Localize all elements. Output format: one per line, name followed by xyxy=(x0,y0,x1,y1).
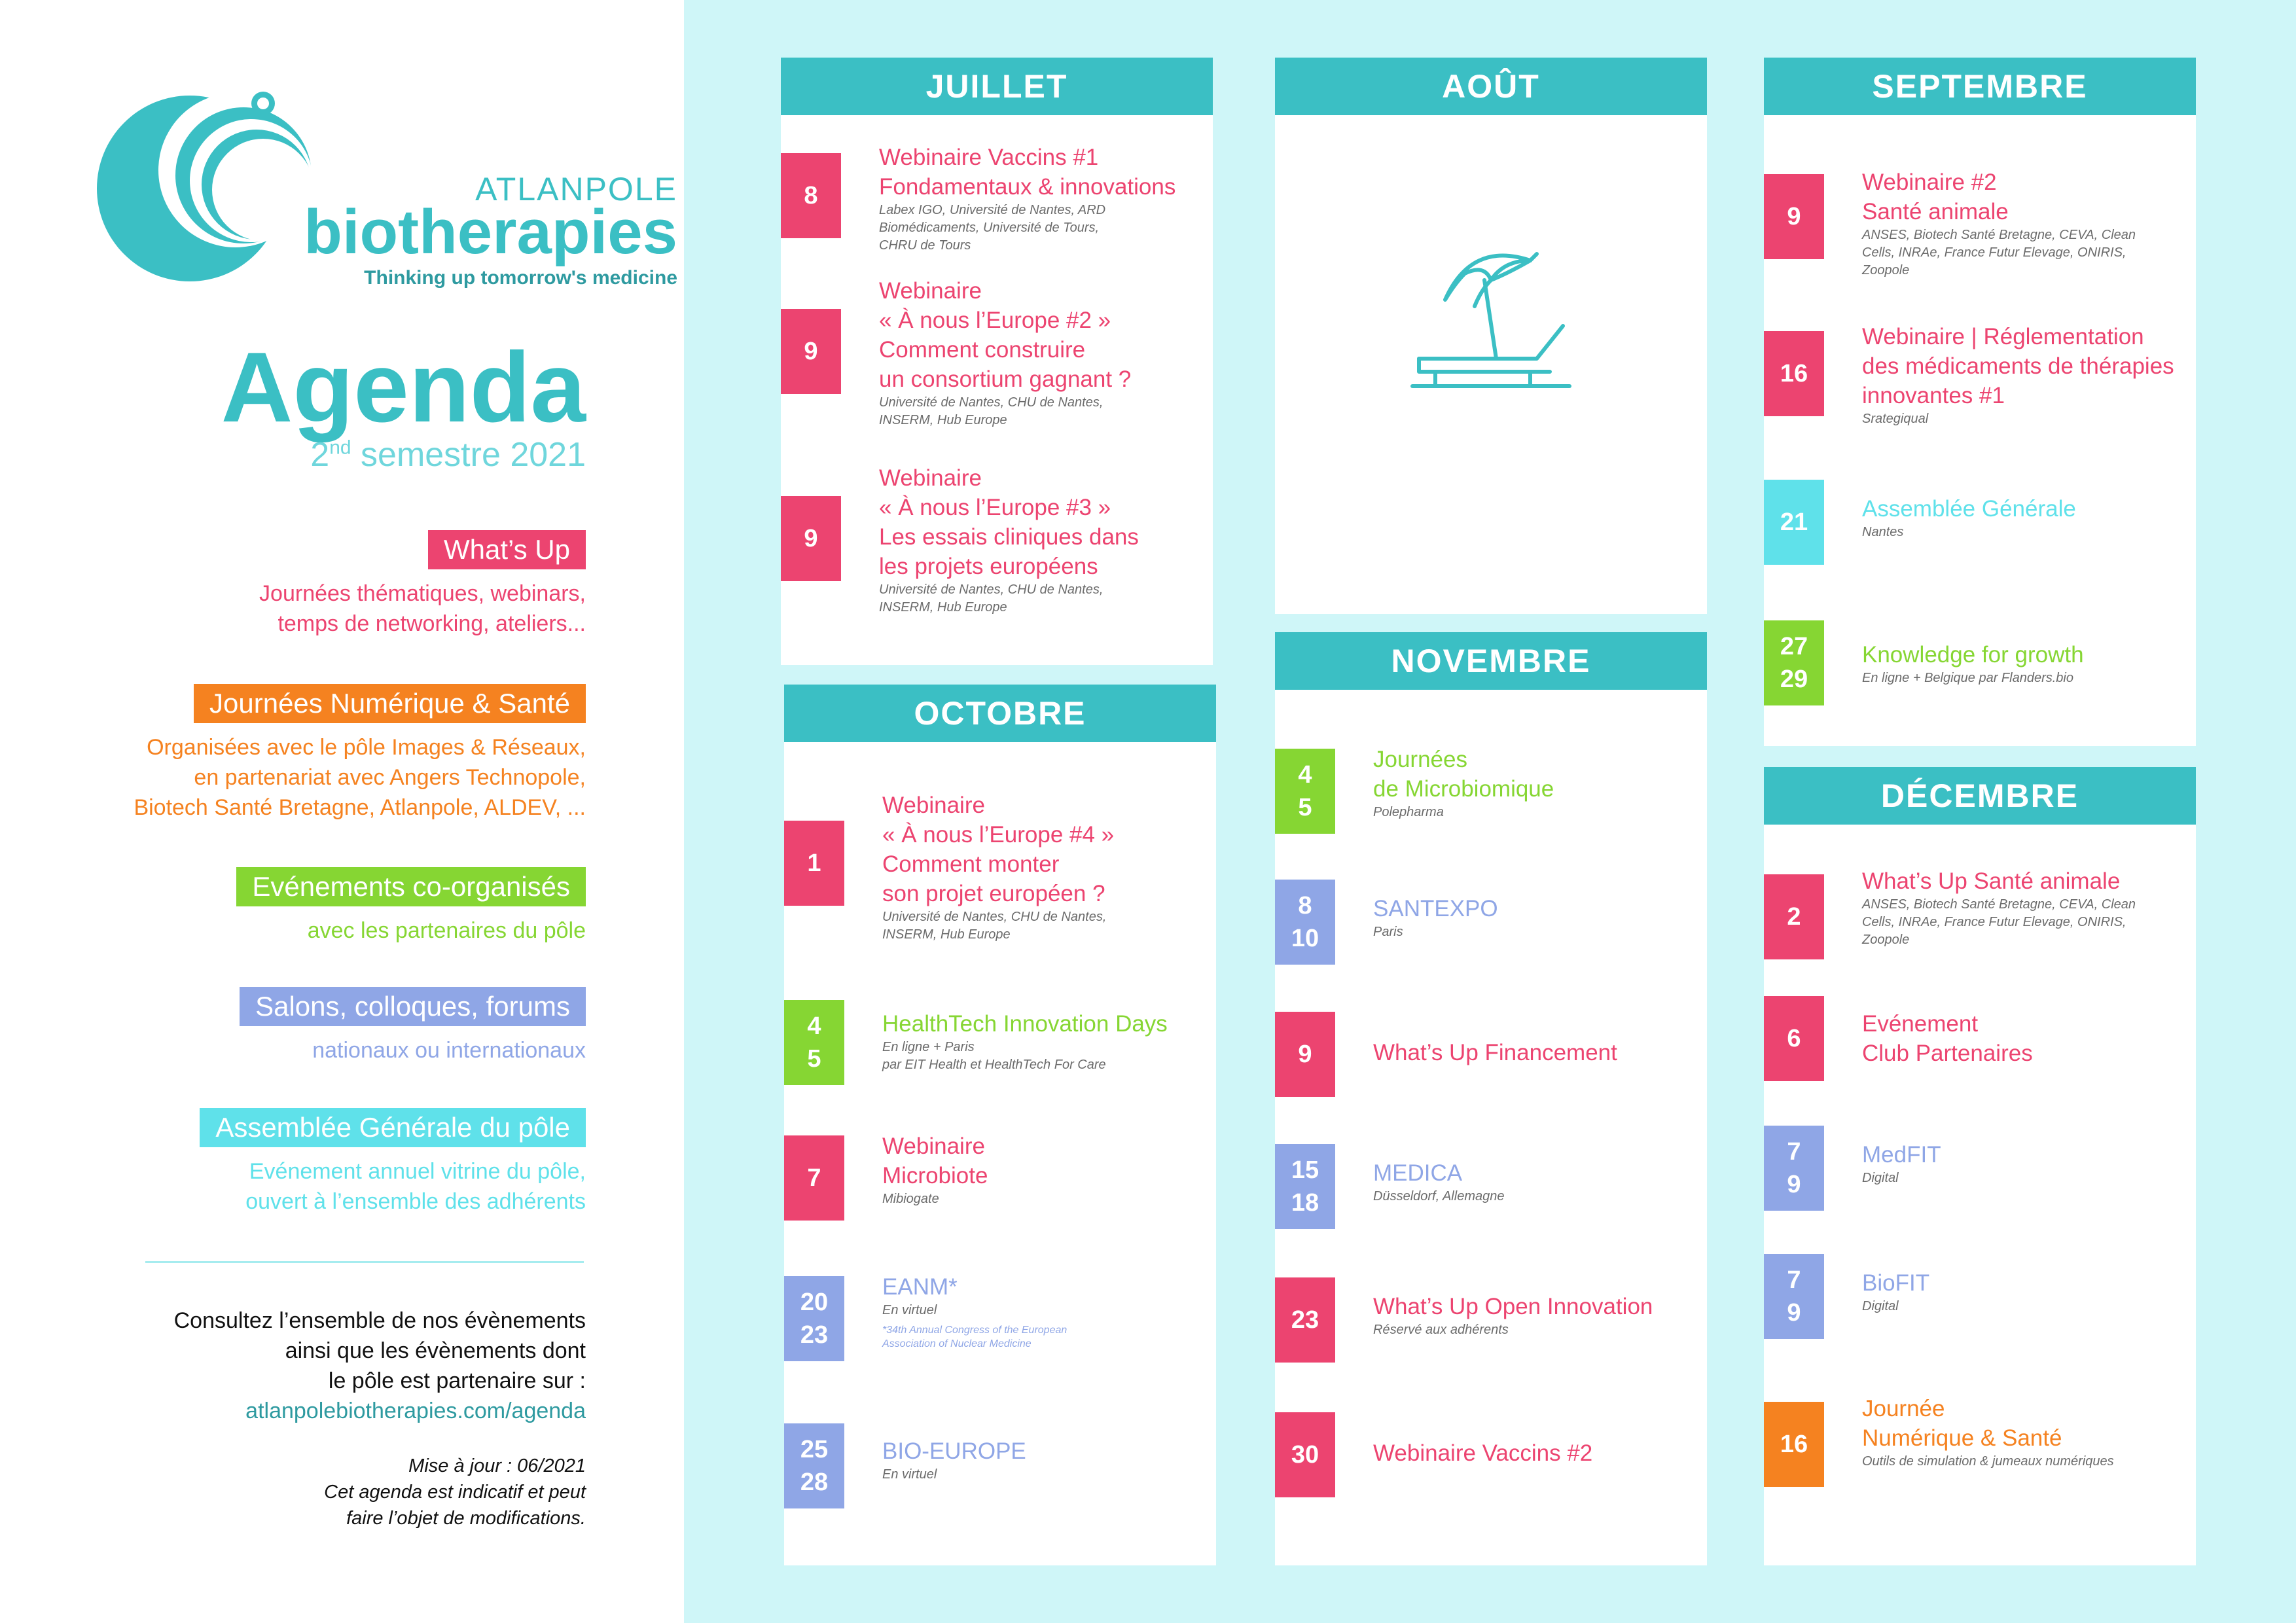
event-title: Webinaire #2 Santé animale xyxy=(1862,169,2009,224)
event-subtitle: En ligne + Belgique par Flanders.bio xyxy=(1862,671,2073,685)
event-title: Webinaire Vaccins #2 xyxy=(1373,1440,1593,1466)
event-subtitle: En virtuel xyxy=(882,1467,937,1482)
agenda-link[interactable]: atlanpolebiotherapies.com/agenda xyxy=(245,1399,586,1423)
legend-journees-numerique xyxy=(134,684,586,823)
event-date: 30 xyxy=(1275,1412,1335,1497)
legend-evenements-co-organises xyxy=(236,867,586,946)
event-date: 16 xyxy=(1764,331,1824,416)
legend-whats-up xyxy=(259,530,586,639)
event-date: 6 xyxy=(1764,996,1824,1081)
event-date: 8 xyxy=(781,153,841,238)
logo-tagline: Thinking up tomorrow's medicine xyxy=(364,267,677,289)
legend-description: avec les partenaires du pôle xyxy=(307,918,586,943)
event-title: EANM* xyxy=(882,1274,958,1300)
event-title: What’s Up Financement xyxy=(1373,1040,1617,1065)
logo-atlanpole-text: ATLANPOLE xyxy=(475,171,677,207)
event-date: 4 5 xyxy=(1275,749,1335,834)
page-title: Agenda xyxy=(221,332,586,443)
month-decembre xyxy=(1764,767,2196,1565)
event-title: MedFIT xyxy=(1862,1142,1941,1168)
event-title: Webinaire « À nous l’Europe #2 » Comment construire un consortium gagnant ? xyxy=(879,278,1132,392)
month-header: DÉCEMBRE xyxy=(1764,767,2196,825)
month-aout xyxy=(1275,58,1707,614)
page-subtitle: 2nd semestre 2021 xyxy=(310,436,586,474)
update-note: Mise à jour : 06/2021 Cet agenda est indicatif et peut faire l’objet de modifications. xyxy=(324,1455,586,1529)
event-subtitle: En virtuel xyxy=(882,1303,937,1317)
legend-assemblee-generale xyxy=(200,1108,586,1217)
event-date: 1 xyxy=(784,821,844,906)
event-date: 9 xyxy=(1275,1012,1335,1097)
event-title: Webinaire « À nous l’Europe #3 » Les essais cliniques dans les projets européens xyxy=(879,465,1139,579)
event-title: What’s Up Open Innovation xyxy=(1373,1294,1653,1319)
event-subtitle: Digital xyxy=(1862,1171,1899,1185)
event-date: 20 23 xyxy=(784,1276,844,1361)
event-subtitle: ANSES, Biotech Santé Bretagne, CEVA, Clean Cells, INRAe, France Futur Elevage, ONIRIS, Zoopole xyxy=(1862,897,2136,947)
event-subtitle: En ligne + Paris par EIT Health et HealthTech For Care xyxy=(882,1040,1106,1072)
event-title: Assemblée Générale xyxy=(1862,496,2076,522)
legend-description: Organisées avec le pôle Images & Réseaux, en partenariat avec Angers Technopole, Biotech Santé Bretagne, Atlanpole, ALDEV, ... xyxy=(134,735,586,820)
month-septembre xyxy=(1764,58,2196,746)
event-subtitle: Paris xyxy=(1373,925,1403,939)
event-subtitle: Srategiqual xyxy=(1862,412,1929,426)
atlanpole-logo xyxy=(92,92,677,289)
event-subtitle: Nantes xyxy=(1862,525,1904,539)
event-subtitle: Labex IGO, Université de Nantes, ARD Biomédicaments, Université de Tours, CHRU de Tours xyxy=(879,203,1106,253)
legend-description: nationaux ou internationaux xyxy=(312,1038,586,1063)
event-title: Webinaire « À nous l’Europe #4 » Comment monter son projet européen ? xyxy=(882,793,1115,906)
month-header: JUILLET xyxy=(781,58,1213,115)
event-title: HealthTech Innovation Days xyxy=(882,1011,1168,1037)
event-title: What’s Up Santé animale xyxy=(1862,868,2121,894)
event-date: 25 28 xyxy=(784,1423,844,1508)
event-subtitle: Université de Nantes, CHU de Nantes, INSERM, Hub Europe xyxy=(882,910,1107,942)
month-header: SEPTEMBRE xyxy=(1764,58,2196,115)
event-title: SANTEXPO xyxy=(1373,896,1498,921)
event-note: *34th Annual Congress of the European Association of Nuclear Medicine xyxy=(882,1325,1067,1349)
left-panel xyxy=(0,0,684,1623)
event-date: 9 xyxy=(1764,174,1824,259)
event-date: 27 29 xyxy=(1764,620,1824,705)
event-subtitle: Düsseldorf, Allemagne xyxy=(1373,1189,1505,1204)
event-title: BioFIT xyxy=(1862,1270,1930,1296)
event-subtitle: Mibiogate xyxy=(882,1192,939,1206)
beach-umbrella-icon xyxy=(1406,234,1576,404)
event-date: 7 9 xyxy=(1764,1126,1824,1211)
month-juillet xyxy=(781,58,1213,665)
event-title: Webinaire Vaccins #1 Fondamentaux & innovations xyxy=(879,145,1176,200)
legend-tag: What’s Up xyxy=(428,530,586,569)
legend-description: Evénement annuel vitrine du pôle, ouvert à l’ensemble des adhérents xyxy=(245,1159,586,1214)
event-date: 16 xyxy=(1764,1402,1824,1487)
month-header: AOÛT xyxy=(1275,58,1707,115)
month-octobre xyxy=(784,685,1216,1565)
event-date: 9 xyxy=(781,496,841,581)
legend-tag: Journées Numérique & Santé xyxy=(194,684,586,723)
event-title: Webinaire | Réglementation des médicaments de thérapies innovantes #1 xyxy=(1862,324,2174,408)
event-subtitle: Université de Nantes, CHU de Nantes, INSERM, Hub Europe xyxy=(879,582,1103,615)
event-title: Journée Numérique & Santé xyxy=(1862,1396,2062,1451)
event-date: 7 xyxy=(784,1135,844,1221)
legend-salons xyxy=(240,987,586,1065)
legend-description: Journées thématiques, webinars, temps de networking, ateliers... xyxy=(259,581,586,636)
event-date: 7 9 xyxy=(1764,1254,1824,1339)
event-date: 9 xyxy=(781,309,841,394)
month-header: OCTOBRE xyxy=(784,685,1216,742)
legend-tag: Assemblée Générale du pôle xyxy=(200,1108,586,1147)
logo-biotherapies-text: biotherapies xyxy=(304,197,677,267)
consult-text: Consultez l’ensemble de nos évènements ainsi que les évènements dont le pôle est partenaire sur : atlanpolebiotherapies.com/agenda xyxy=(174,1306,586,1426)
calendar-area xyxy=(684,0,2296,1623)
legend-tag: Salons, colloques, forums xyxy=(240,987,586,1026)
event-subtitle: Université de Nantes, CHU de Nantes, INSERM, Hub Europe xyxy=(879,395,1103,427)
event-title: Knowledge for growth xyxy=(1862,642,2084,668)
event-title: Evénement Club Partenaires xyxy=(1862,1011,2033,1066)
event-date: 15 18 xyxy=(1275,1144,1335,1229)
legend-tag: Evénements co-organisés xyxy=(236,867,586,906)
month-novembre xyxy=(1275,632,1707,1565)
event-date: 2 xyxy=(1764,874,1824,959)
event-subtitle: Réservé aux adhérents xyxy=(1373,1323,1509,1337)
event-date: 21 xyxy=(1764,480,1824,565)
event-subtitle: ANSES, Biotech Santé Bretagne, CEVA, Clean Cells, INRAe, France Futur Elevage, ONIRIS, Zoopole xyxy=(1862,228,2136,277)
month-header: NOVEMBRE xyxy=(1275,632,1707,690)
divider xyxy=(145,1261,584,1263)
event-title: Journées de Microbiomique xyxy=(1373,747,1554,802)
event-date: 8 10 xyxy=(1275,880,1335,965)
event-date: 23 xyxy=(1275,1277,1335,1363)
event-title: BIO-EUROPE xyxy=(882,1438,1026,1464)
event-date: 4 5 xyxy=(784,1000,844,1085)
event-subtitle: Polepharma xyxy=(1373,805,1444,819)
event-title: MEDICA xyxy=(1373,1160,1463,1186)
event-subtitle: Outils de simulation & jumeaux numériques xyxy=(1862,1454,2114,1469)
event-title: Webinaire Microbiote xyxy=(882,1133,988,1188)
event-subtitle: Digital xyxy=(1862,1299,1899,1313)
